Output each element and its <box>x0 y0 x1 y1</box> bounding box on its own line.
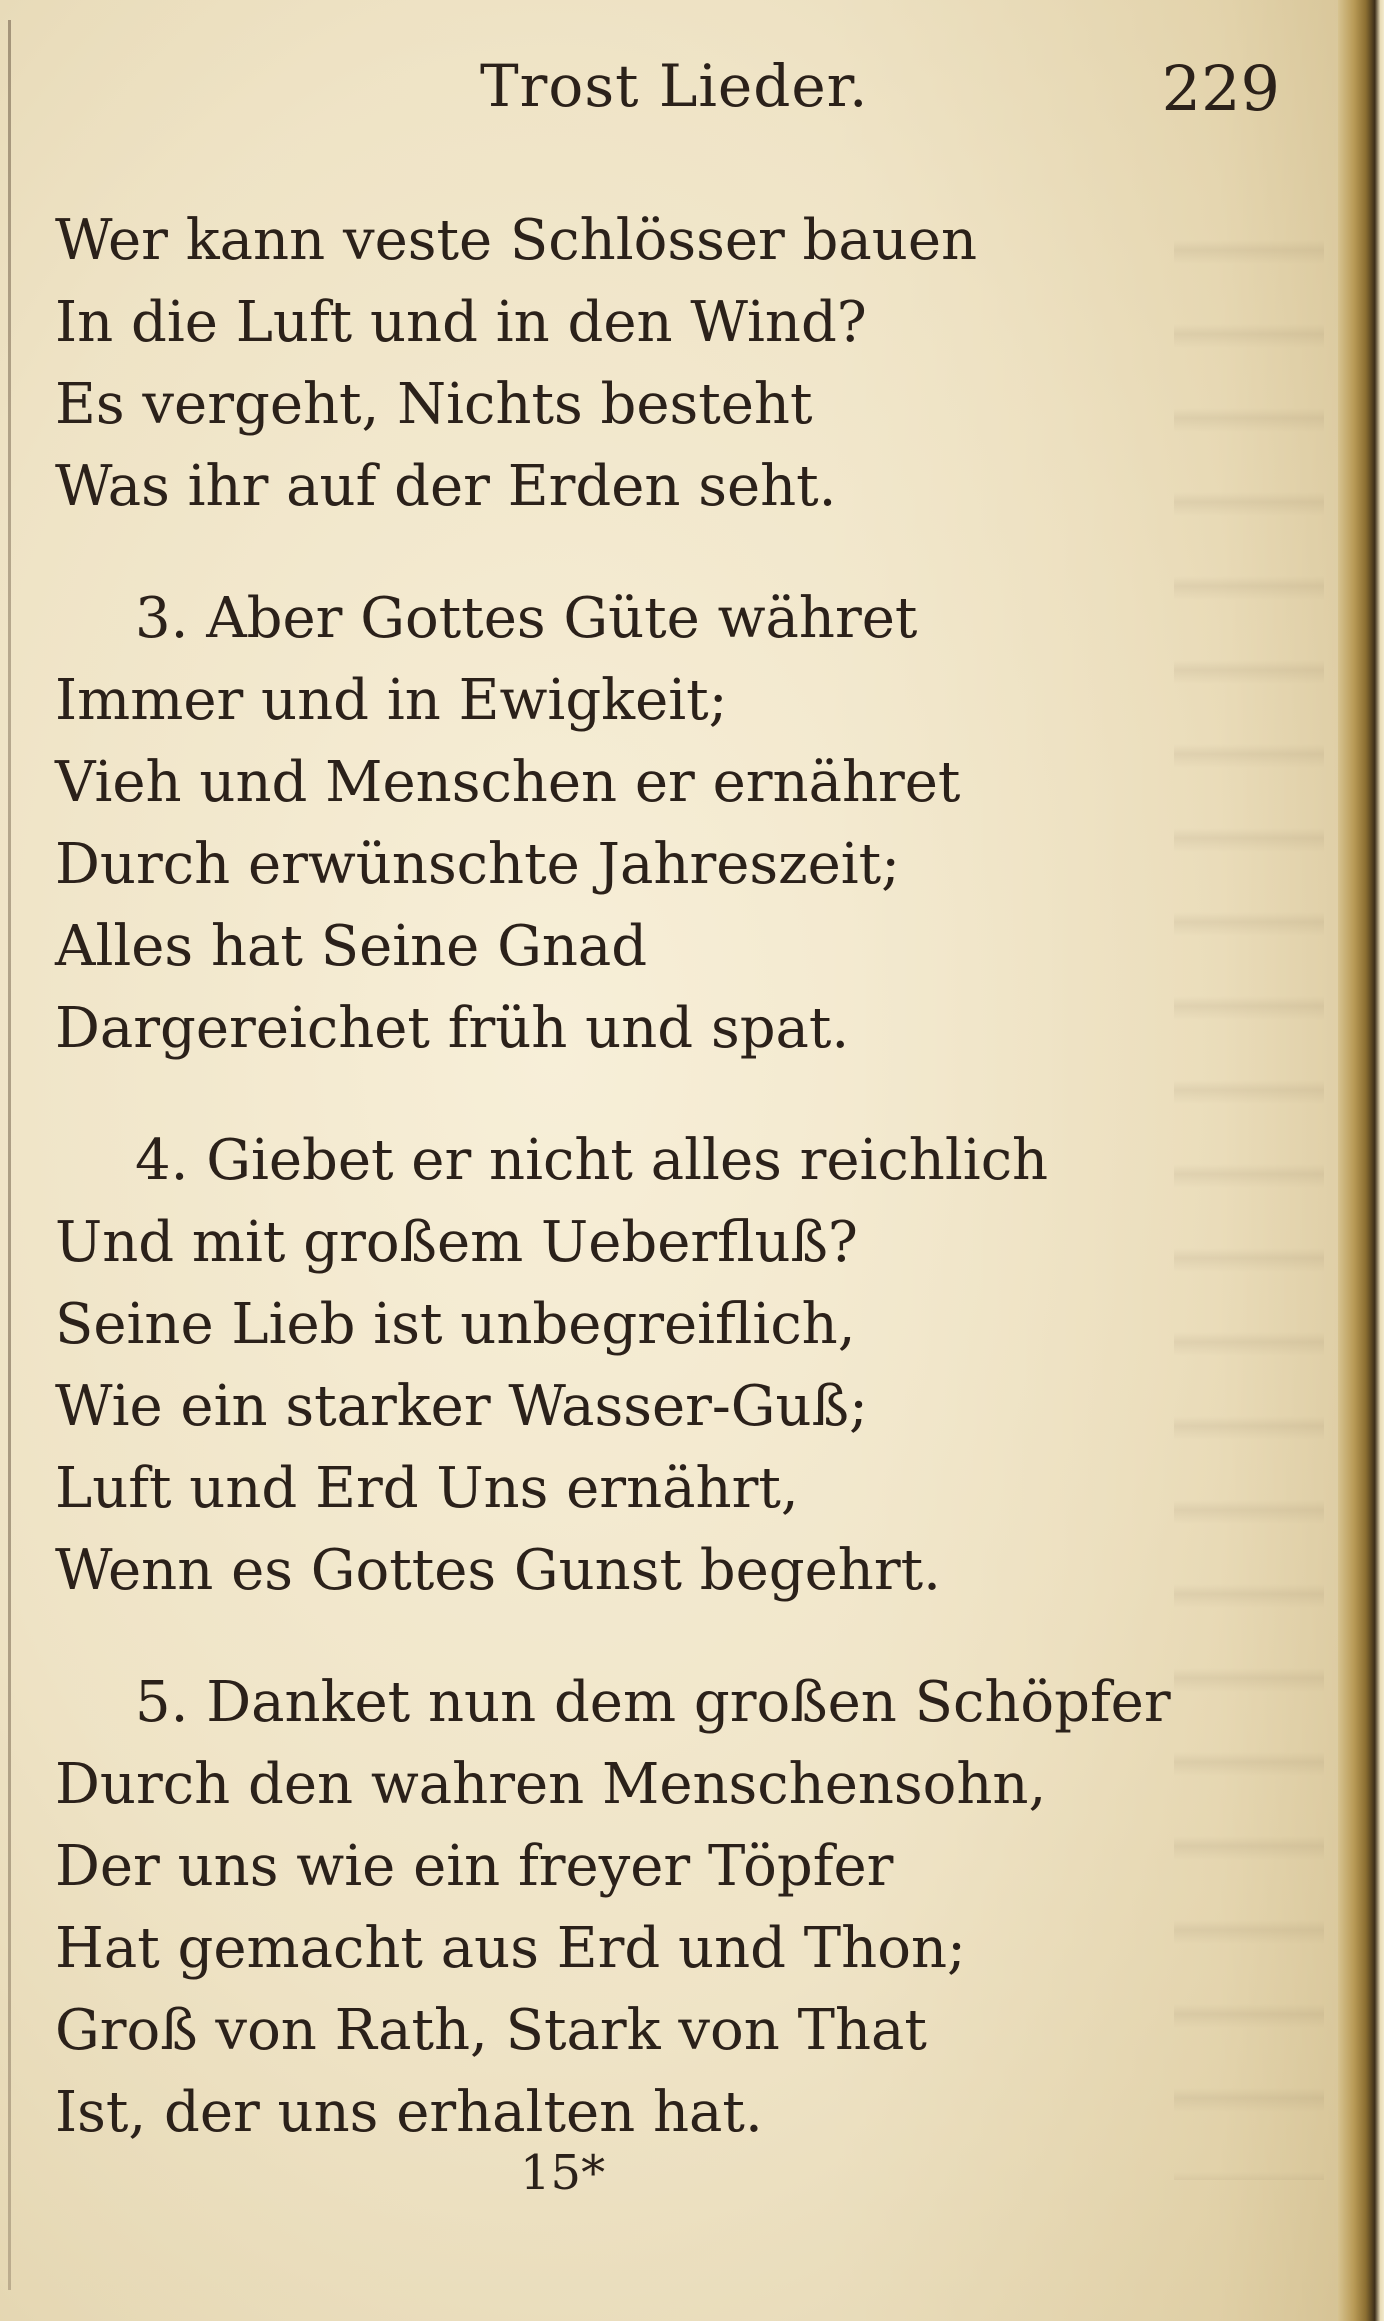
verse-line: Durch erwünschte Jahreszeit; <box>55 832 901 897</box>
stanza <box>55 1662 1255 2154</box>
verse-line: 3. Aber Gottes Güte währet <box>135 586 918 651</box>
verse-line: Dargereichet früh und spat. <box>55 996 850 1061</box>
verse-line: Hat gemacht aus Erd und Thon; <box>55 1916 966 1981</box>
page-header <box>480 52 1280 132</box>
verse-line: Der uns wie ein freyer Töpfer <box>55 1834 894 1899</box>
gutter-shadow <box>8 20 11 2290</box>
verse-line: Was ihr auf der Erden seht. <box>55 454 837 519</box>
page-edge <box>1338 0 1384 2321</box>
verse-line: Groß von Rath, Stark von That <box>55 1998 927 2063</box>
verse-line: Vieh und Menschen er ernähret <box>55 750 961 815</box>
running-title: Trost Lieder. <box>480 52 869 120</box>
verse-line: Und mit großem Ueberfluß? <box>55 1210 858 1275</box>
stanza <box>55 578 1255 1070</box>
verse-line: 4. Giebet er nicht alles reichlich <box>135 1128 1049 1193</box>
stanza <box>55 200 1255 528</box>
verse-line: Alles hat Seine Gnad <box>55 914 648 979</box>
verse-line: Luft und Erd Uns ernährt, <box>55 1456 799 1521</box>
verse-line: Es vergeht, Nichts besteht <box>55 372 813 437</box>
verse-line: Seine Lieb ist unbegreiflich, <box>55 1292 856 1357</box>
page-number: 229 <box>1161 52 1280 125</box>
verse-line: Durch den wahren Menschensohn, <box>55 1752 1047 1817</box>
verse-line: In die Luft und in den Wind? <box>55 290 867 355</box>
verse-line: Wie ein starker Wasser-Guß; <box>55 1374 868 1439</box>
verse-line: Wer kann veste Schlösser bauen <box>55 208 978 273</box>
verse-line: 5. Danket nun dem großen Schöpfer <box>135 1670 1171 1735</box>
verse-line: Immer und in Ewigkeit; <box>55 668 728 733</box>
stanza <box>55 1120 1255 1612</box>
poem-text <box>55 200 1255 2204</box>
signature-mark: 15* <box>520 2145 606 2201</box>
verse-line: Wenn es Gottes Gunst begehrt. <box>55 1538 941 1603</box>
verse-line: Ist, der uns erhalten hat. <box>55 2080 763 2145</box>
